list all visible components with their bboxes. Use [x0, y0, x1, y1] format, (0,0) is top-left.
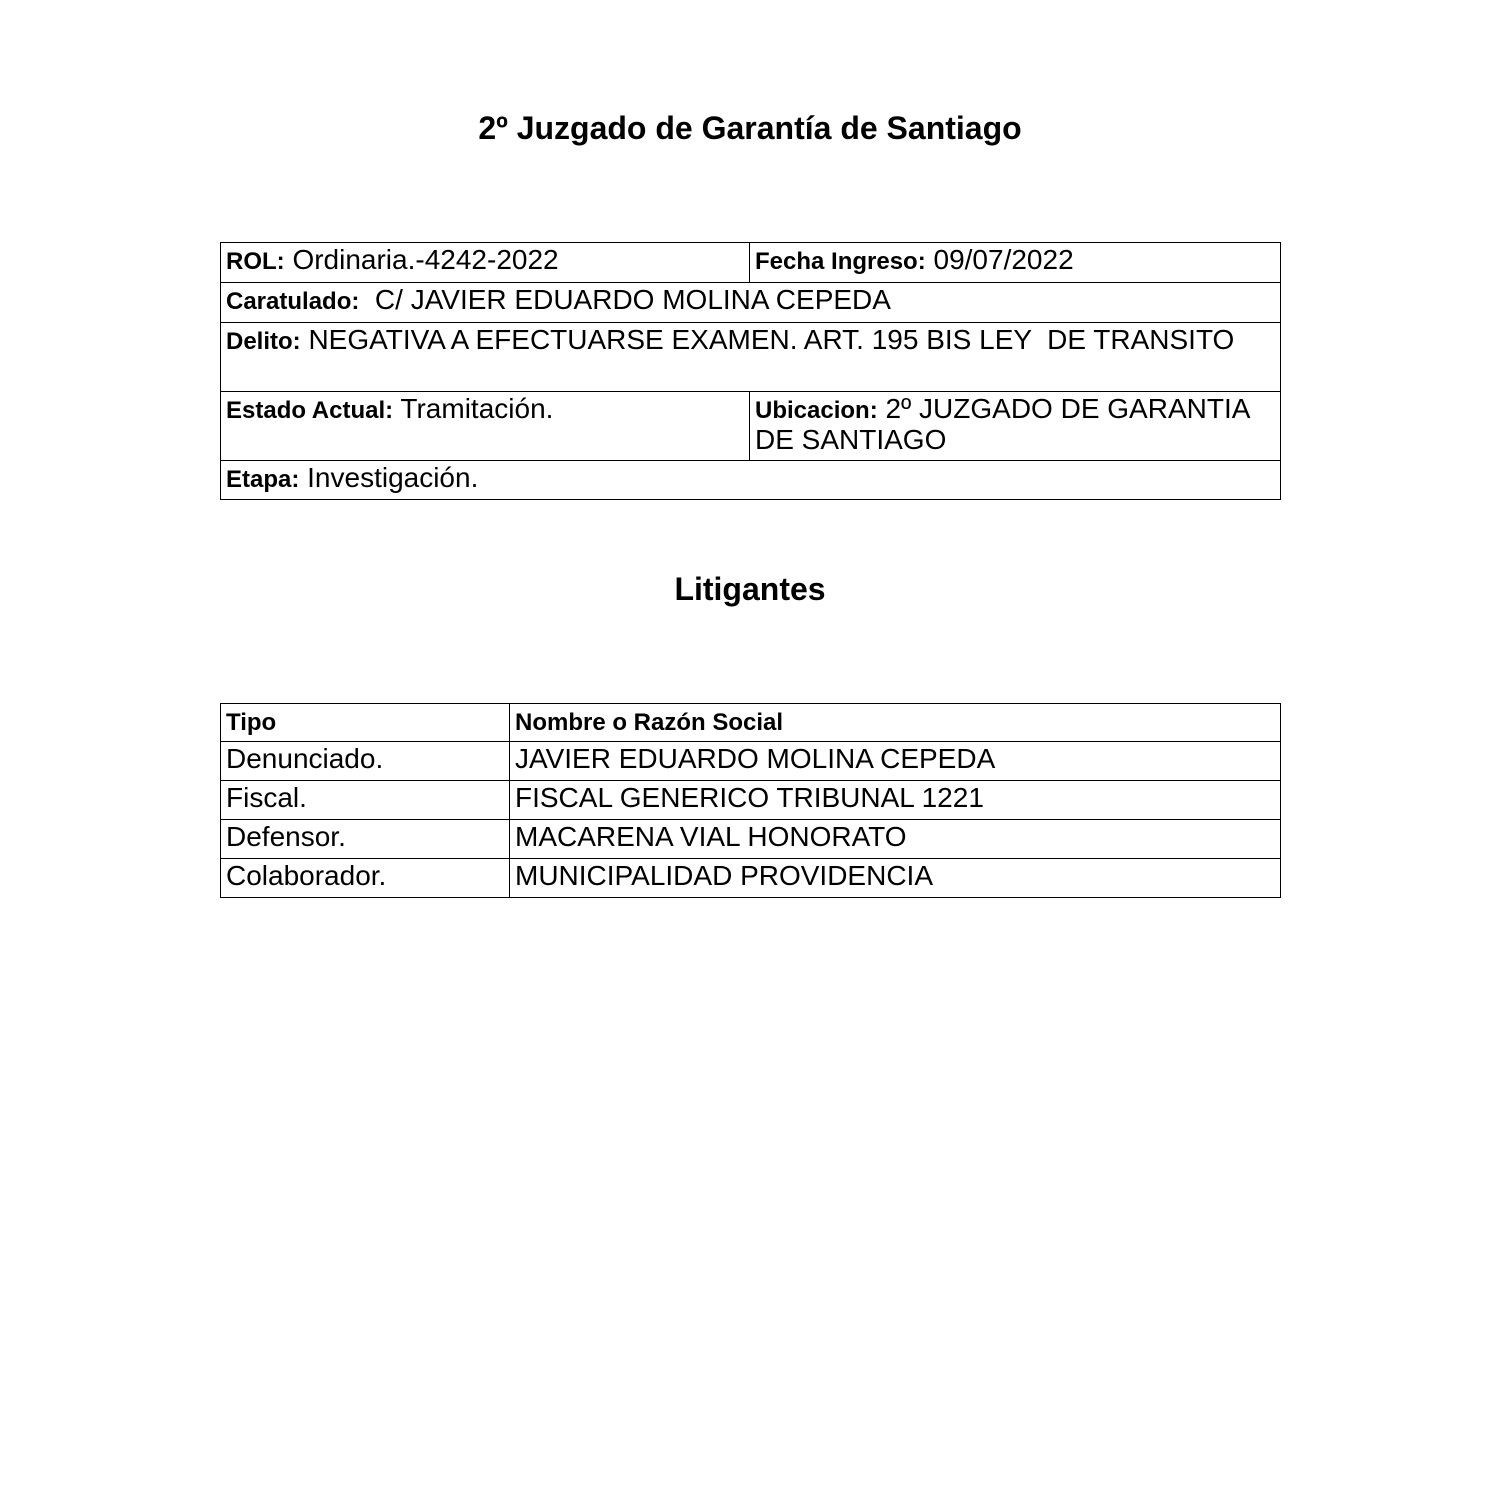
ubicacion-value: 2º JUZGADO DE GARANTIA DE SANTIAGO: [755, 393, 1249, 455]
case-row-rol: [221, 243, 1281, 283]
litigantes-header-row: [221, 704, 1281, 742]
fecha-ingreso-cell: [750, 243, 1281, 283]
litigantes-title: Litigantes: [674, 571, 826, 607]
delito-label: Delito:: [226, 328, 301, 355]
table-row: [221, 781, 1281, 820]
etapa-label: Etapa:: [226, 466, 300, 493]
rol-label: ROL:: [226, 248, 285, 275]
estado-actual-label: Estado Actual:: [226, 397, 394, 424]
nombre-cell: MUNICIPALIDAD PROVIDENCIA: [510, 859, 1281, 898]
fecha-ingreso-value: 09/07/2022: [933, 244, 1074, 275]
table-row: [221, 859, 1281, 898]
case-row-etapa: [221, 461, 1281, 500]
rol-cell: [221, 243, 750, 283]
tipo-cell: Defensor.: [221, 820, 510, 859]
column-header-nombre: Nombre o Razón Social: [510, 704, 1281, 742]
case-row-delito: [221, 323, 1281, 392]
nombre-cell: FISCAL GENERICO TRIBUNAL 1221: [510, 781, 1281, 820]
case-row-caratulado: [221, 283, 1281, 323]
caratulado-value: C/ JAVIER EDUARDO MOLINA CEPEDA: [374, 284, 891, 315]
case-details-table: [220, 242, 1281, 500]
table-row: [221, 742, 1281, 781]
nombre-cell: JAVIER EDUARDO MOLINA CEPEDA: [510, 742, 1281, 781]
rol-value: Ordinaria.-4242-2022: [292, 244, 559, 275]
column-header-tipo: Tipo: [221, 704, 510, 742]
page-title: 2º Juzgado de Garantía de Santiago: [478, 110, 1022, 146]
estado-actual-cell: [221, 392, 750, 461]
ubicacion-cell: [750, 392, 1281, 461]
case-row-estado: [221, 392, 1281, 461]
caratulado-label: Caratulado:: [226, 288, 360, 315]
delito-cell: [221, 323, 1281, 392]
estado-actual-value: Tramitación.: [400, 393, 554, 424]
nombre-cell: MACARENA VIAL HONORATO: [510, 820, 1281, 859]
tipo-cell: Fiscal.: [221, 781, 510, 820]
ubicacion-label: Ubicacion:: [755, 397, 878, 424]
tipo-cell: Colaborador.: [221, 859, 510, 898]
etapa-value: Investigación.: [307, 462, 479, 493]
table-row: [221, 820, 1281, 859]
tipo-cell: Denunciado.: [221, 742, 510, 781]
delito-value: NEGATIVA A EFECTUARSE EXAMEN. ART. 195 BIS LEY DE TRANSITO: [308, 324, 1235, 355]
fecha-ingreso-label: Fecha Ingreso:: [755, 248, 926, 275]
caratulado-cell: [221, 283, 1281, 323]
etapa-cell: [221, 461, 1281, 500]
litigantes-table: [220, 703, 1281, 898]
